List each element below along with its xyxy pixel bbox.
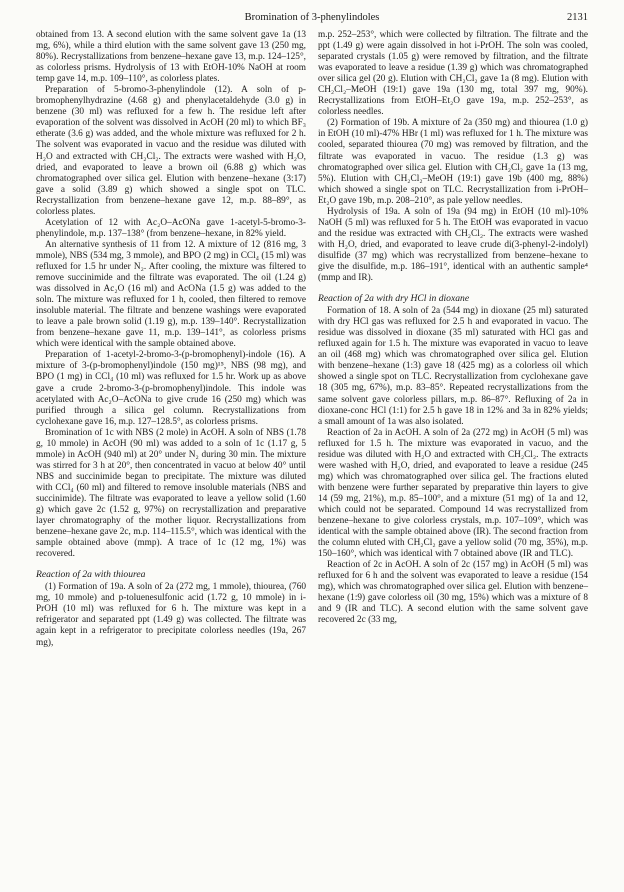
body-paragraph: m.p. 252–253°, which were collected by filtration. The filtrate and the ppt (1.49 g) were again dissolved in hot i-PrOH. The soln was cooled, separated crystals (1.05 g) were removed by filtration, and the filtrate was evaporated to leave a residue (1.39 g) which was chromatographed over silica gel (20 g). Elution with CH₂Cl₂ gave 1a (8 mg). Elution with CH₂Cl₂–MeOH (19:1) gave 19a (130 mg, total 397 mg, 90%). Recrystallizations from EtOH–Et₂O gave 19a, m.p. 252–253°, as colorless needles. (318, 30, 588, 118)
body-paragraph: Reaction of 2c in AcOH. A soln of 2c (157 mg) in AcOH (5 ml) was refluxed for 6 h and the solvent was evaporated to leave a residue (154 mg), which was chromatographed over silica gel. Elution with benzene–hexane (1:9) gave colorless oil (30 mg, 15%) which was a mixture of 8 and 9 (IR and TLC). A second elution with the same solvent gave recovered 2c (33 mg, (318, 560, 588, 626)
body-paragraph: Acetylation of 12 with Ac₂O–AcONa gave 1-acetyl-5-bromo-3-phenylindole, m.p. 137–138° (from benzene–hexane, in 82% yield. (36, 217, 306, 239)
right-column (318, 30, 588, 626)
body-paragraph: (2) Formation of 19b. A mixture of 2a (350 mg) and thiourea (1.0 g) in EtOH (10 ml)-47% HBr (1 ml) was refluxed for 1 h. The mixture was cooled, separated thiourea (70 mg) was removed by filtration, and the filtrate was evaporated in vacuo. The residue (1.3 g) was chromatographed over silica gel. Elution with CH₂Cl₂ gave 1a (13 mg, 5%). Elution with CH₂Cl₂–MeOH (19:1) gave 19b (400 mg, 88%) which showed a single spot on TLC. Recrystallization from i-PrOH–Et₂O gave 19b, m.p. 208–210°, as pale yellow needles. (318, 118, 588, 206)
body-paragraph: An alternative synthesis of 11 from 12. A mixture of 12 (816 mg, 3 mmole), NBS (534 mg, 3 mmole), and BPO (2 mg) in CCl₄ (15 ml) was refluxed for 1.5 hr under N₂. After cooling, the mixture was filtered to remove succinimide and the filtrate was evaporated. The oil (1.24 g) was dissolved in Ac₂O (16 ml) and AcONa (1.5 g) was added to the soln. The mixture was refluxed for 1 h, cooled, then filtered to remove insoluble material. The filtrate and benzene washings were evaporated to leave a pale brown solid (1.19 g), m.p. 139–140°. Recrystallization from benzene–hexane gave 11, m.p. 139–141°, as colorless prisms which were identical with the sample obtained above. (36, 239, 306, 350)
body-paragraph: Bromination of 1c with NBS (2 mole) in AcOH. A soln of NBS (1.78 g, 10 mmole) in AcOH (90 ml) was added to a soln of 1c (1.17 g, 5 mmole) in AcOH (940 ml) at 20° under N₂ during 30 min. The mixture was stirred for 3 h at 20°, then concentrated in vacuo at below 40° until NBS and succinimide began to precipitate. The mixture was diluted with CCl₄ (60 ml) and filtered to remove insoluble materials (NBS and succinimide). The filtrate was evaporated to leave a yellow solid (1.60 g) which gave 2c (1.52 g, 97%) on recrystallization and preparative layer chromatography of the mother liquor. Recrystallizations from benzene–hexane gave 2c, m.p. 114–115.5°, which was identical with the sample obtained above (mmp). A trace of 1c (12 mg, 1%) was recovered. (36, 427, 306, 560)
page-number: 2131 (567, 12, 588, 23)
running-title: Bromination of 3-phenylindoles (244, 12, 380, 23)
left-column (36, 30, 306, 649)
body-paragraph: Hydrolysis of 19a. A soln of 19a (94 mg) in EtOH (10 ml)-10% NaOH (5 ml) was refluxed for 5 h. The EtOH was evaporated in vacuo and the residue was extracted with CH₂Cl₂. The extracts were washed with H₂O, dried, and evaporated to leave crude di(3-phenyl-2-indolyl) disulfide (37 mg) which was recrystallized from benzene–hexane to give the disulfide, m.p. 186–191°, identical with an authentic sample⁴ (mmp and IR). (318, 206, 588, 284)
body-paragraph: (1) Formation of 19a. A soln of 2a (272 mg, 1 mmole), thiourea, (760 mg, 10 mmole) and p-toluenesulfonic acid (1.72 g, 10 mmole) in i-PrOH (10 ml) was refluxed for 6 h. The mixture was kept in a refrigerator and separated ppt (1.49 g) was collected. The filtrate was again kept in a refrigerator to precipitate colorless needles (19a, 267 mg), (36, 582, 306, 648)
section-heading: Reaction of 2a with thiourea (36, 569, 146, 581)
body-paragraph: Formation of 18. A soln of 2a (544 mg) in dioxane (25 ml) saturated with dry HCl gas was refluxed for 2.5 h and evaporated in vacuo. The residue was dissolved in dioxane (35 ml) saturated with HCl gas and refluxed again for 1.5 h. The mixture was evaporated in vacuo to leave an oil (468 mg) which was chromatographed over silica gel. Elution with benzene–hexane (1:3) gave 18 (425 mg) as a colorless oil which showed a single spot on TLC. Recrystallization from cyclohexane gave 18 (305 mg, 67%), m.p. 83–85°. Repeated recrystallizations from the same solvent gave colorless pillars, m.p. 86–87°. Refluxing of 2a in dioxane-conc HCl (1:1) for 2.5 h gave 18 in 12% and 3a in 82% yields; a small amount of 1a was also isolated. (318, 306, 588, 427)
section-heading: Reaction of 2a with dry HCl in dioxane (318, 293, 470, 305)
running-header (36, 12, 588, 28)
body-paragraph: Reaction of 2a in AcOH. A soln of 2a (272 mg) in AcOH (5 ml) was refluxed for 1.5 h. The mixture was evaporated in vacuo, and the residue was diluted with H₂O and extracted with CH₂Cl₂. The extracts were washed with H₂O, dried, and evaporated to leave a residue (245 mg) which was chromatographed over silica gel. The fractions eluted with benzene were further separated by preparative thin layers to give 14 (59 mg, 21%), m.p. 85–100°, and a mixture (51 mg) of 1a and 12, which could not be separated. Compound 14 was recrystallized from benzene–hexane to give colorless crystals, m.p. 107–109°, which was identical with the sample obtained above (IR). The second fraction from the column eluted with CH₂Cl₂ gave a yellow solid (70 mg, 35%), m.p. 150–160°, which was identical with 7 obtained above (IR and TLC). (318, 427, 588, 560)
body-paragraph: Preparation of 1-acetyl-2-bromo-3-(p-bromophenyl)-indole (16). A mixture of 3-(p-bromophenyl)indole (150 mg)¹⁵, NBS (98 mg), and BPO (1 mg) in CCl₄ (10 ml) was refluxed for 1.5 hr. Work up as above gave a crude 2-bromo-3-(p-bromophenyl)indole. This indole was acetylated with Ac₂O–AcONa to give crude 16 (250 mg) which was purified through a silica gel column. Recrystallizations from cyclohexane gave 16, m.p. 127–128.5°, as colorless prisms. (36, 350, 306, 427)
body-paragraph: Preparation of 5-bromo-3-phenylindole (12). A soln of p-bromophenylhydrazine (4.68 g) and phenylacetaldehyde (3.0 g) in benzene (30 ml) was refluxed for a few h. The residue left after evaporation of the solvent was dissolved in AcOH (20 ml) to which BF₃ etherate (3.6 g) was added, and the whole mixture was refluxed for 2 h. The solvent was evaporated in vacuo and the residue was diluted with H₂O and extracted with CH₂Cl₂. The extracts were washed with H₂O, dried, and evaporated to leave a brown oil (6.88 g) which was chromatographed over silica gel. Elution with benzene–hexane (3:17) gave a solid (3.89 g) which showed a single spot on TLC. Recrystallization from benzene–hexane gave 12, m.p. 88–89°, as colorless plates. (36, 85, 306, 217)
body-paragraph: obtained from 13. A second elution with the same solvent gave 1a (13 mg, 6%), while a third elution with the same solvent gave 13 (250 mg, 80%). Recrystallizations from benzene–hexane gave 13, m.p. 124–125°, as colorless prisms. Hydrolysis of 13 with EtOH-10% NaOH at room temp gave 14, m.p. 109–110°, as colorless plates. (36, 30, 306, 85)
